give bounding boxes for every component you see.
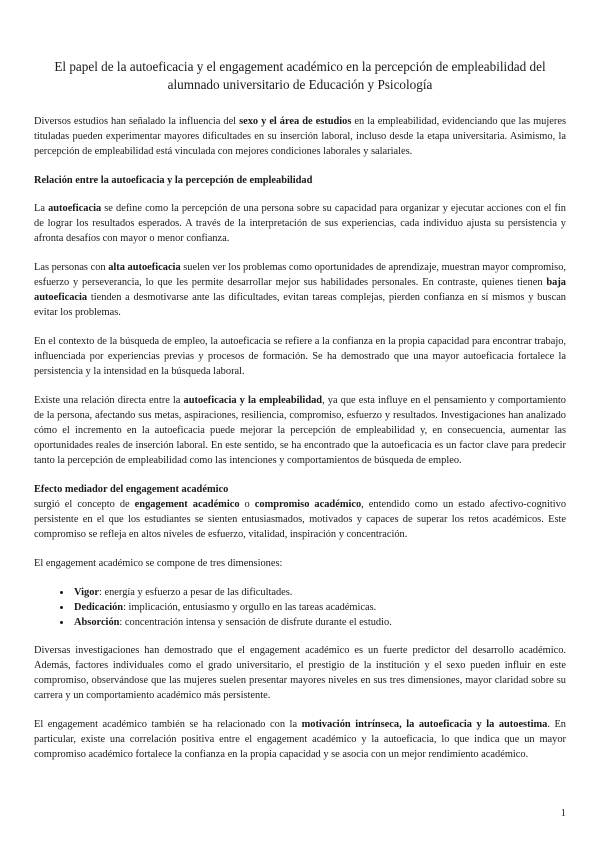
emphasis: baja autoeficacia bbox=[34, 277, 566, 303]
paragraph-job-search: En el contexto de la búsqueda de empleo, la autoeficacia se refiere a la confianza en la propia capacidad para encontrar trabajo, influenciada por experiencias previas y procesos de formación. Se ha demostrado que una mayor autoeficacia fortalece la persistencia y la intensidad en la búsqueda laboral. bbox=[34, 336, 566, 377]
text-run: se define como la percepción de una persona sobre su capacidad para organizar y ejecutar acciones con el fin de lograr los resultados esperados. A través de la interpretación de sus experiencias, cada individuo ajusta su persistencia y afronta desafíos con mayor o menor confianza. bbox=[34, 203, 566, 244]
emphasis: alta autoeficacia bbox=[108, 262, 181, 273]
text-run: o bbox=[239, 499, 255, 510]
emphasis: engagement académico bbox=[134, 499, 240, 510]
emphasis: autoeficacia bbox=[48, 203, 102, 214]
text-run: surgió el concepto de bbox=[34, 499, 135, 510]
paragraph-dimensions-intro: El engagement académico se compone de tres dimensiones: bbox=[34, 558, 283, 569]
paragraph-motivation bbox=[34, 717, 566, 762]
list-item bbox=[72, 615, 566, 630]
list-text: : concentración intensa y sensación de disfrute durante el estudio. bbox=[119, 617, 392, 628]
text-run: Las personas con bbox=[34, 262, 109, 273]
text-run: Existe una relación directa entre la bbox=[34, 395, 184, 406]
paragraph-relationship bbox=[34, 393, 566, 468]
document-title: El papel de la autoeficacia y el engagement académico en la percepción de empleabilidad del alumnado universitario de Educación y Psicología bbox=[54, 59, 546, 92]
list-term: Dedicación bbox=[74, 602, 124, 613]
emphasis: autoeficacia y la empleabilidad bbox=[183, 395, 323, 406]
emphasis: compromiso académico bbox=[254, 499, 362, 510]
list-term: Vigor bbox=[74, 587, 100, 598]
paragraph-engagement-concept bbox=[34, 497, 566, 542]
emphasis: motivación intrínseca, la autoeficacia y la autoestima bbox=[301, 719, 548, 730]
paragraph-predictor: Diversas investigaciones han demostrado que el engagement académico es un fuerte predictor del desarrollo académico. Además, factores individuales como el grado universitario, el prestigio de la institución y el sexo pueden influir en este compromiso, observándose que las mujeres suelen presentar mayores niveles en sus tres dimensiones, mayor claridad sobre su carrera y un comportamiento académico más persistente. bbox=[34, 645, 566, 701]
text-run: El engagement académico también se ha relacionado con la bbox=[34, 719, 302, 730]
list-item bbox=[72, 600, 566, 615]
text-run: . En particular, existe una correlación positiva entre el engagement académico y la autoeficacia, lo que indica que un mayor compromiso académico fortalece la confianza en la propia capacidad y se asocia con un mejor rendimiento académico. bbox=[34, 719, 566, 760]
text-run: tienden a desmotivarse ante las dificultades, evitan tareas complejas, pierden confianza en sí mismos y buscan evitar los problemas. bbox=[34, 292, 566, 318]
text-run: en la empleabilidad, evidenciando que las mujeres tituladas pueden experimentar mayores dificultades en su inserción laboral, incluso desde la etapa universitaria. Asimismo, la percepción de empleabilidad está vinculada con mejores condiciones laborales y salariales. bbox=[34, 116, 566, 157]
list-item bbox=[72, 585, 566, 600]
text-run: , ya que esta influye en el pensamiento y comportamiento de la persona, afectando sus metas, aspiraciones, resiliencia, compromiso, esfuerzo y resultados. Investigaciones han analizado cómo el incremento en la autoeficacia puede mejorar la percepción de empleabilidad y, en consecuencia, aumentar las oportunidades reales de inserción laboral. En este sentido, se ha encontrado que la autoeficacia es un factor clave para predecir tanto la percepción de empleabilidad como las intenciones y comportamientos de búsqueda de empleo. bbox=[34, 395, 566, 466]
dimensions-list bbox=[34, 585, 566, 630]
page-number: 1 bbox=[560, 808, 566, 819]
paragraph-definition bbox=[34, 201, 566, 246]
text-run: Diversos estudios han señalado la influencia del bbox=[34, 116, 240, 127]
text-run: , entendido como un estado afectivo-cognitivo persistente en el que los estudiantes se sienten entusiasmados, motivados y capaces de superar los retos académicos. Este compromiso se refleja en altos niveles de esfuerzo, vitalidad, inspiración y concentración. bbox=[34, 499, 567, 540]
intro-paragraph bbox=[34, 114, 566, 159]
text-run: La bbox=[34, 203, 49, 214]
list-term: Absorción bbox=[74, 617, 120, 628]
paragraph-high-low-autoeficacia bbox=[34, 260, 566, 320]
emphasis: sexo y el área de estudios bbox=[239, 116, 352, 127]
list-text: : energía y esfuerzo a pesar de las dificultades. bbox=[99, 587, 293, 598]
section-heading-engagement: Efecto mediador del engagement académico bbox=[34, 484, 229, 495]
text-run: suelen ver los problemas como oportunidades de aprendizaje, muestran mayor compromiso, esfuerzo y perseverancia, lo que les permite desarrollar mejor sus habilidades personales. En contraste, quienes tienen bbox=[34, 262, 566, 288]
list-text: : implicación, entusiasmo y orgullo en las tareas académicas. bbox=[123, 602, 377, 613]
section-heading-autoeficacia: Relación entre la autoeficacia y la percepción de empleabilidad bbox=[34, 175, 313, 186]
